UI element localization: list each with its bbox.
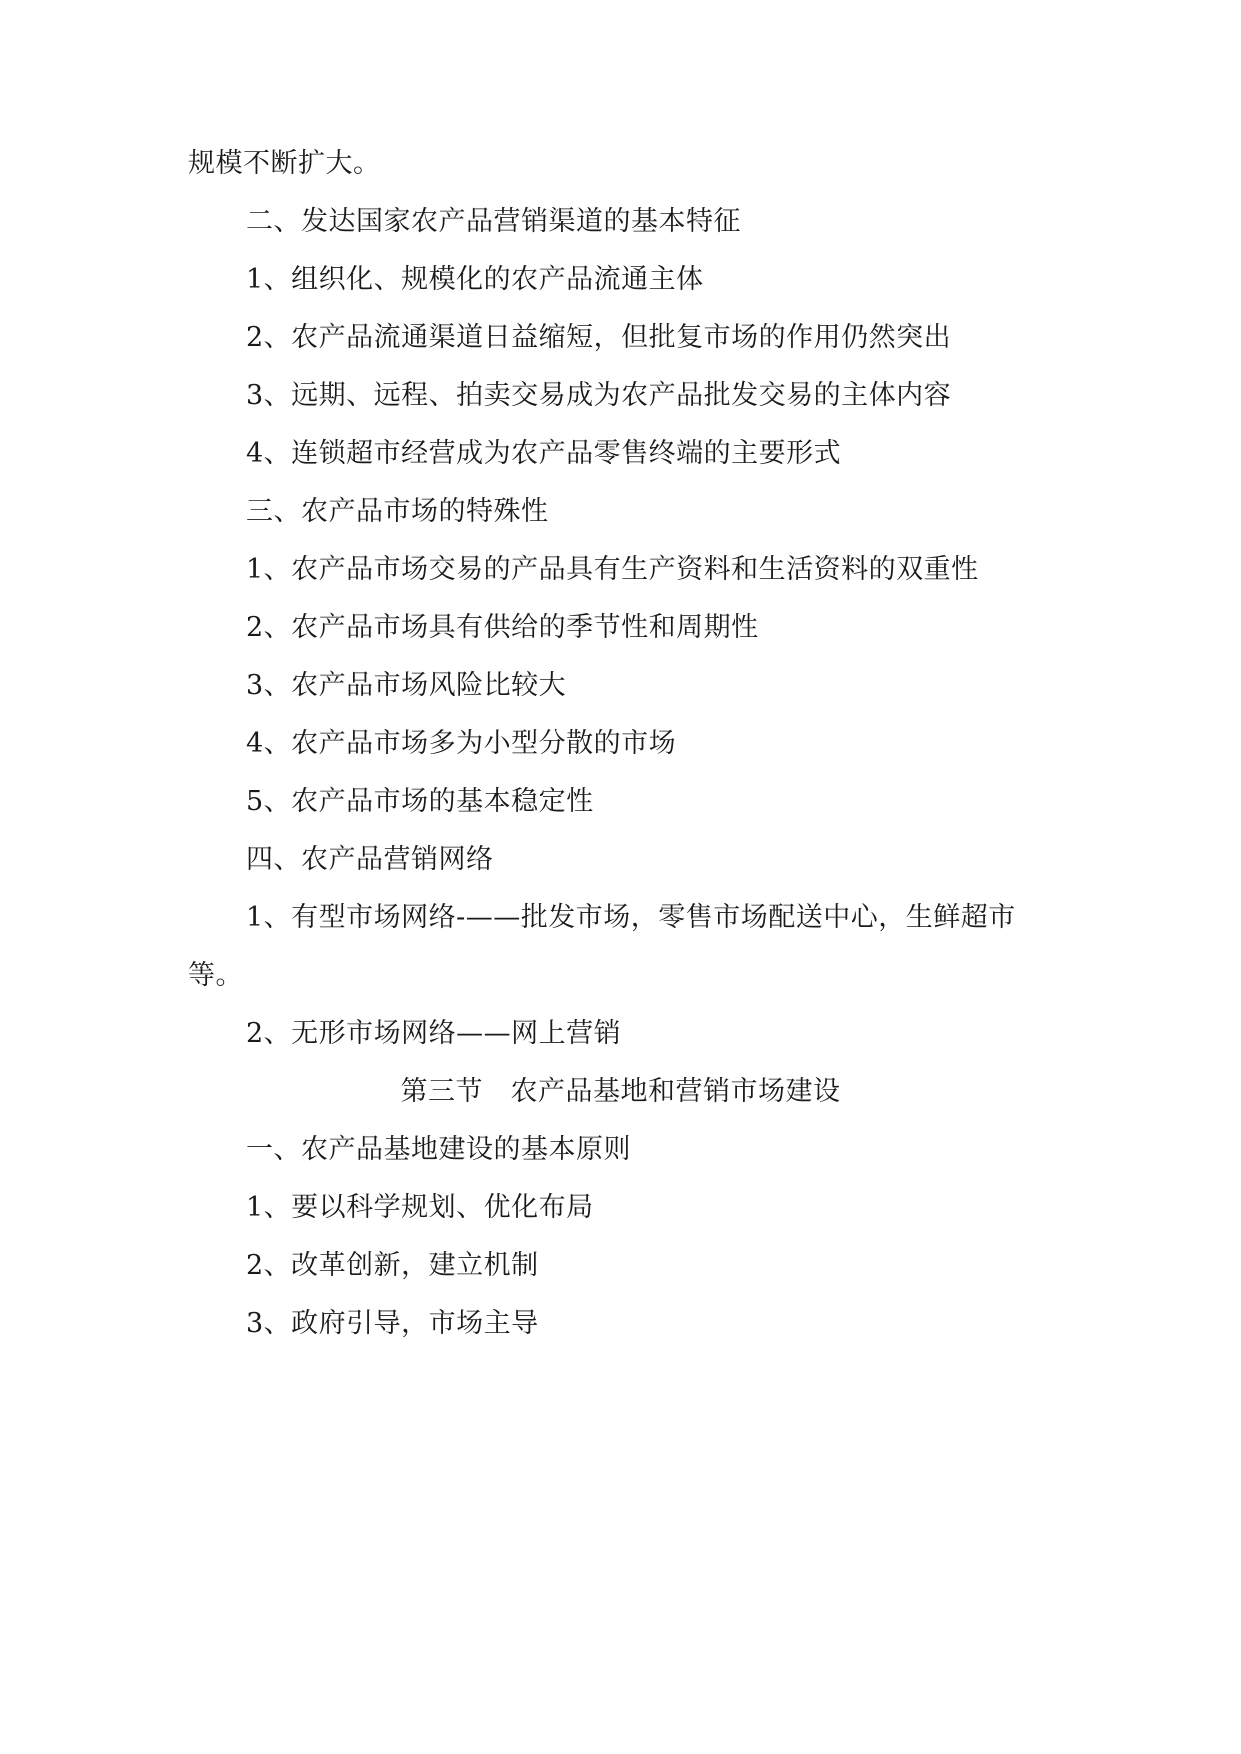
list-item: 1、要以科学规划、优化布局 bbox=[246, 1192, 594, 1223]
section-heading: 四、农产品营销网络 bbox=[246, 844, 494, 875]
list-item: 1、有型市场网络-——批发市场，零售市场配送中心，生鲜超市 bbox=[246, 902, 1016, 933]
text-line: 等。 bbox=[188, 960, 243, 991]
list-item: 2、农产品市场具有供给的季节性和周期性 bbox=[246, 612, 759, 643]
list-item: 2、改革创新，建立机制 bbox=[246, 1250, 539, 1281]
list-item: 1、组织化、规模化的农产品流通主体 bbox=[246, 264, 704, 295]
section-heading: 一、农产品基地建设的基本原则 bbox=[246, 1134, 631, 1165]
list-item: 2、无形市场网络——网上营销 bbox=[246, 1018, 622, 1049]
list-item: 3、政府引导，市场主导 bbox=[246, 1308, 539, 1339]
list-item: 4、农产品市场多为小型分散的市场 bbox=[246, 728, 677, 759]
list-item: 4、连锁超市经营成为农产品零售终端的主要形式 bbox=[246, 438, 842, 469]
list-item: 2、农产品流通渠道日益缩短，但批复市场的作用仍然突出 bbox=[246, 322, 952, 353]
section-heading: 二、发达国家农产品营销渠道的基本特征 bbox=[246, 206, 741, 237]
list-item: 3、农产品市场风险比较大 bbox=[246, 670, 567, 701]
list-item: 1、农产品市场交易的产品具有生产资料和生活资料的双重性 bbox=[246, 554, 979, 585]
text-line: 规模不断扩大。 bbox=[188, 148, 381, 179]
list-item: 5、农产品市场的基本稳定性 bbox=[246, 786, 594, 817]
section-heading: 三、农产品市场的特殊性 bbox=[246, 496, 549, 527]
chapter-section-title: 第三节 农产品基地和营销市场建设 bbox=[400, 1076, 841, 1107]
list-item: 3、远期、远程、拍卖交易成为农产品批发交易的主体内容 bbox=[246, 380, 952, 411]
